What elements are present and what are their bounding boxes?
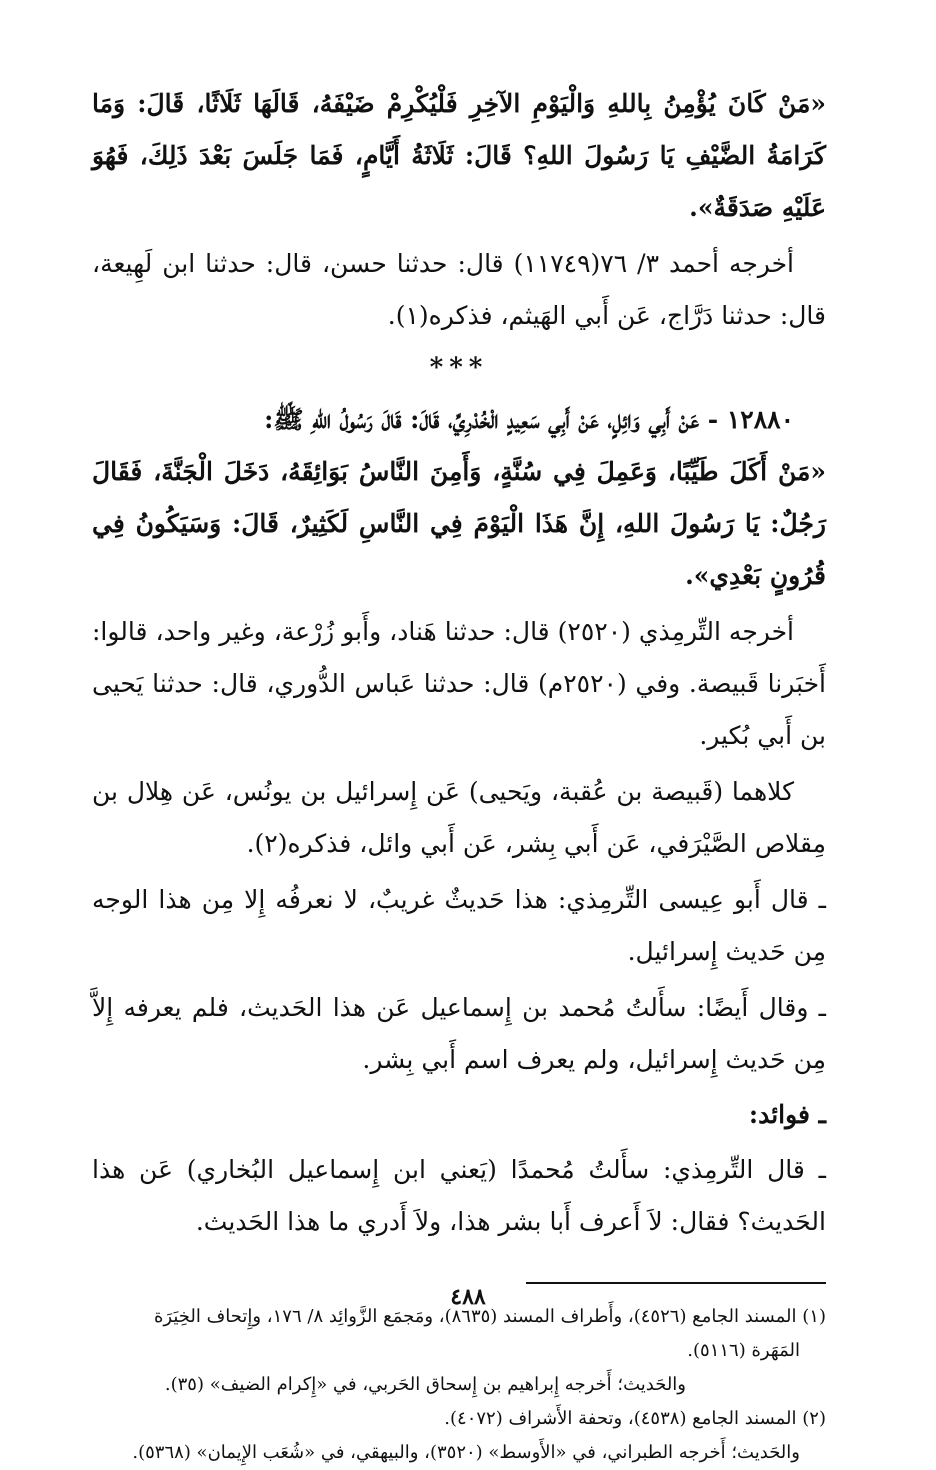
footnote-1-line-2: المَهَرة (٥١١٦). (687, 1340, 800, 1361)
hadith-header-12880: ١٢٨٨٠ - عَنْ أَبِي وَائِلٍ، عَنْ أَبِي سَعِيدٍ الْخُدْرِيِّ، قَالَ: قَالَ رَسُولُ اللهِ ﷺ: (264, 405, 794, 434)
fawaid-text: ـ قال التِّرمِذي: سأَلتُ مُحمدًا (يَعني ابن إِسماعيل البُخاري) عَن هذا الحَديث؟ فقال: لاَ أَعرف أَبا بشر هذا، ولاَ أَدري ما هذا الحَديث. (92, 1155, 826, 1236)
footnote-2-extra: والحَديث؛ أَخرجه الطبراني، في «الأَوسط» (٣٥٢٠)، والبيهقي، في «شُعَب الإِيمان» (٥٣٦٨). (132, 1442, 800, 1463)
fawaid-heading: ـ فوائد: (748, 1100, 826, 1129)
hadith-text-1: «مَنْ كَانَ يُؤْمِنُ بِاللهِ وَالْيَوْمِ الآخِرِ فَلْيُكْرِمْ ضَيْفَهُ، قَالَهَا ثَلَاثًا، قَالَ: وَمَا كَرَامَةُ الضَّيْفِ يَا رَسُولَ اللهِ؟ قَالَ: ثَلَاثَةُ أَيَّامٍ، فَمَا جَلَسَ بَعْدَ ذَلِكَ، فَهُوَ عَلَيْهِ صَدَقَةٌ». (92, 89, 826, 222)
footnote-1-extra: والحَديث؛ أَخرجه إِبراهيم بن إِسحاق الحَربي، في «إِكرام الضيف» (٣٥). (164, 1374, 686, 1395)
section-separator: *** (429, 353, 489, 383)
footnotes (92, 1300, 826, 1470)
hadith-text-2: «مَنْ أَكَلَ طَيِّبًا، وَعَمِلَ فِي سُنَّةٍ، وَأَمِنَ النَّاسُ بَوَائِقَهُ، دَخَلَ الْجَنَّةَ، فَقَالَ رَجُلٌ: يَا رَسُولَ اللهِ، إِنَّ هَذَا الْيَوْمَ فِي النَّاسِ لَكَثِيرٌ، قَالَ: وَسَيَكُونُ فِي قُرُونٍ بَعْدِي». (92, 457, 826, 590)
tirmidhi-comment-2: ـ وقال أَيضًا: سأَلتُ مُحمد بن إِسماعيل عَن هذا الحَديث، فلم يعرفه إِلاَّ مِن حَديث إِسرائيل، ولم يعرف اسم أَبي بِشر. (92, 993, 826, 1074)
tirmidhi-comment-1: ـ قال أَبو عِيسى التِّرمِذي: هذا حَديثٌ غريبٌ، لا نعرفُه إِلا مِن هذا الوجه مِن حَديث إِسرائيل. (92, 885, 826, 966)
footnote-2-line-1: (٢) المسند الجامع (٤٥٣٨)، وتحفة الأَشراف (٤٠٧٢). (444, 1408, 826, 1429)
page-number: ٤٨٨ (450, 1284, 486, 1310)
footnote-1-line-1: (١) المسند الجامع (٤٥٢٦)، وأَطراف المسند (٨٦٣٥)، ومَجمَع الزَّوائِد ٨/ ١٧٦، وإِتحاف الخِيَرَة (154, 1306, 826, 1327)
takhrij-paragraph-2: أخرجه التِّرمِذي (٢٥٢٠) قال: حدثنا هَناد، وأَبو زُرْعة، وغير واحد، قالوا: أَخبَرنا قَبيصة. وفي (٢٥٢٠م) قال: حدثنا عَباس الدُّوري، قال: حدثنا يَحيى بن أَبي بُكير. (92, 617, 826, 750)
takhrij-paragraph-1: أخرجه أحمد ٣/ ٧٦(١١٧٤٩) قال: حدثنا حسن، قال: حدثنا ابن لَهِيعة، قال: حدثنا دَرَّاج، عَن أَبي الهَيثم، فذكره(١). (92, 249, 826, 330)
isnad-chain-paragraph: كلاهما (قَبيصة بن عُقبة، ويَحيى) عَن إِسرائيل بن يونُس، عَن هِلال بن مِقلاص الصَّيْرَفي، عَن أَبي بِشر، عَن أَبي وائل، فذكره(٢). (92, 777, 826, 858)
